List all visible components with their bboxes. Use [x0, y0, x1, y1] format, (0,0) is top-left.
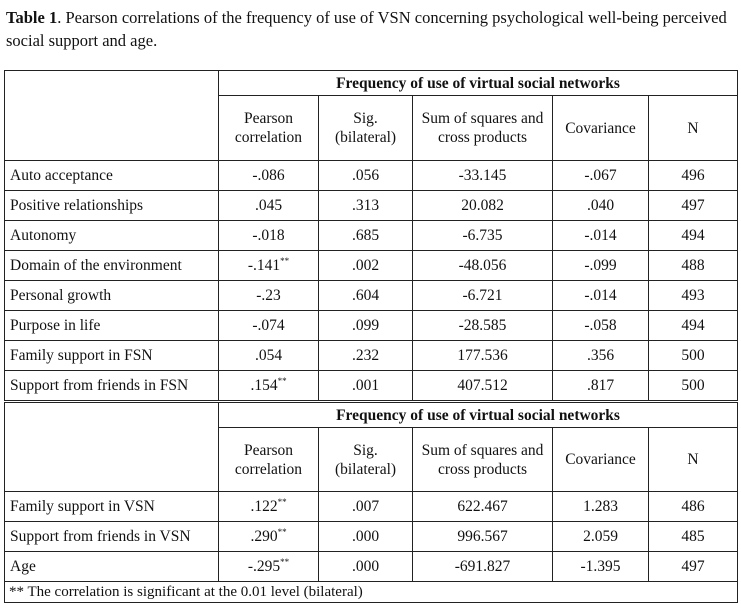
- row-label-text: Domain of the environment: [10, 257, 182, 274]
- cell-pearson-text: .290: [250, 528, 278, 545]
- row-label: [5, 371, 219, 402]
- cell-sig-text: .001: [351, 377, 380, 394]
- cell-sig-text: .000: [351, 558, 380, 575]
- cell-covariance-text: -.014: [584, 287, 617, 304]
- section2-rows: [5, 492, 738, 582]
- cell-pearson-text: .154: [250, 377, 278, 394]
- row-label-text: Support from friends in FSN: [10, 377, 189, 394]
- cell-pearson-text: .054: [254, 347, 283, 364]
- cell-ssp: [413, 371, 553, 402]
- cell-n: [649, 161, 738, 191]
- cell-pearson-text: -.018: [252, 227, 285, 244]
- cell-sig: [319, 251, 413, 281]
- cell-pearson: [219, 371, 319, 402]
- row-label: [5, 341, 219, 371]
- cell-sig: [319, 311, 413, 341]
- row-label: [5, 251, 219, 281]
- col-header-pearson: Pearson correlation: [219, 428, 319, 492]
- cell-ssp-text: 407.512: [457, 377, 508, 394]
- footnote: ** The correlation is significant at the 0.01 level (bilateral): [5, 582, 738, 603]
- cell-sig: [319, 552, 413, 582]
- table-row: [5, 191, 738, 221]
- row-label: [5, 191, 219, 221]
- cell-ssp: [413, 552, 553, 582]
- cell-pearson-text: -.295: [247, 558, 281, 575]
- row-label-text: Auto acceptance: [10, 167, 113, 184]
- cell-covariance-text: .356: [586, 347, 615, 364]
- table-row: [5, 281, 738, 311]
- significance-marker: **: [280, 557, 290, 567]
- cell-pearson-text: .045: [254, 197, 283, 214]
- cell-ssp-text: -28.585: [458, 317, 507, 334]
- significance-marker: **: [277, 376, 287, 386]
- row-label: [5, 221, 219, 251]
- cell-pearson-text: .122: [250, 498, 278, 515]
- cell-pearson: [219, 161, 319, 191]
- cell-pearson-text: -.086: [252, 167, 285, 184]
- cell-ssp-text: 622.467: [457, 498, 508, 515]
- cell-covariance-text: -1.395: [580, 558, 621, 575]
- table-row: [5, 341, 738, 371]
- cell-n: [649, 371, 738, 402]
- cell-pearson: [219, 281, 319, 311]
- cell-n: [649, 552, 738, 582]
- cell-covariance: [553, 492, 649, 522]
- cell-ssp: [413, 492, 553, 522]
- cell-pearson: [219, 191, 319, 221]
- cell-ssp: [413, 341, 553, 371]
- cell-covariance: [553, 161, 649, 191]
- cell-n-text: 494: [681, 227, 705, 244]
- cell-covariance: [553, 371, 649, 402]
- group-header: Frequency of use of virtual social networks: [219, 402, 738, 428]
- row-label: [5, 492, 219, 522]
- col-header-n: N: [649, 96, 738, 161]
- cell-pearson: [219, 311, 319, 341]
- table-row: [5, 311, 738, 341]
- cell-n: [649, 492, 738, 522]
- cell-sig: [319, 492, 413, 522]
- cell-covariance: [553, 522, 649, 552]
- cell-covariance: [553, 191, 649, 221]
- cell-sig: [319, 161, 413, 191]
- cell-ssp-text: -691.827: [454, 558, 511, 575]
- cell-pearson: [219, 522, 319, 552]
- row-label-text: Support from friends in VSN: [10, 528, 191, 545]
- row-label: [5, 311, 219, 341]
- table-row: [5, 161, 738, 191]
- cell-n-text: 496: [681, 167, 705, 184]
- table-row: [5, 522, 738, 552]
- col-header-sig: Sig. (bilateral): [319, 96, 413, 161]
- cell-sig-text: .604: [351, 287, 380, 304]
- cell-ssp: [413, 221, 553, 251]
- cell-n: [649, 251, 738, 281]
- col-header-covariance: Covariance: [553, 96, 649, 161]
- cell-ssp-text: -6.735: [462, 227, 503, 244]
- cell-sig-text: .232: [351, 347, 380, 364]
- cell-ssp-text: 20.082: [461, 197, 504, 214]
- cell-ssp: [413, 161, 553, 191]
- cell-ssp: [413, 311, 553, 341]
- cell-sig-text: .007: [351, 498, 380, 515]
- cell-n-text: 488: [681, 257, 705, 274]
- significance-marker: **: [280, 256, 290, 266]
- table-row: [5, 221, 738, 251]
- cell-covariance: [553, 552, 649, 582]
- significance-marker: **: [277, 497, 287, 507]
- cell-n-text: 493: [681, 287, 705, 304]
- cell-pearson: [219, 341, 319, 371]
- cell-n-text: 485: [681, 528, 705, 545]
- cell-sig-text: .685: [351, 227, 380, 244]
- cell-covariance-text: .040: [586, 197, 615, 214]
- cell-pearson: [219, 221, 319, 251]
- cell-covariance-text: 1.283: [583, 498, 618, 515]
- cell-n-text: 494: [681, 317, 705, 334]
- row-label-text: Positive relationships: [10, 197, 144, 214]
- table-row: [5, 552, 738, 582]
- cell-sig-text: .000: [351, 528, 380, 545]
- cell-n-text: 497: [681, 558, 705, 575]
- cell-n-text: 500: [681, 347, 705, 364]
- cell-ssp: [413, 191, 553, 221]
- row-label-text: Family support in FSN: [10, 347, 153, 364]
- cell-covariance-text: -.067: [584, 167, 617, 184]
- row-label: [5, 281, 219, 311]
- cell-covariance-text: -.014: [584, 227, 617, 244]
- table-caption: [6, 6, 738, 52]
- correlation-table: [4, 70, 738, 603]
- cell-n-text: 497: [681, 197, 705, 214]
- cell-n: [649, 281, 738, 311]
- cell-n: [649, 522, 738, 552]
- cell-n: [649, 341, 738, 371]
- cell-covariance: [553, 251, 649, 281]
- row-label-text: Personal growth: [10, 287, 112, 304]
- section1-rows: [5, 161, 738, 402]
- col-header-pearson: Pearson correlation: [219, 96, 319, 161]
- cell-sig-text: .099: [351, 317, 380, 334]
- caption-text: . Pearson correlations of the frequency of use of VSN concerning psychological well-being perceived social support and age.: [6, 8, 727, 50]
- cell-pearson-text: -.074: [252, 317, 285, 334]
- cell-ssp-text: -6.721: [462, 287, 503, 304]
- row-label-text: Age: [10, 558, 36, 575]
- cell-covariance-text: 2.059: [583, 528, 618, 545]
- cell-pearson: [219, 552, 319, 582]
- cell-sig: [319, 281, 413, 311]
- cell-sig-text: .002: [351, 257, 380, 274]
- cell-pearson-text: -.141: [247, 257, 281, 274]
- cell-covariance: [553, 221, 649, 251]
- cell-sig: [319, 522, 413, 552]
- row-label-text: Family support in VSN: [10, 498, 155, 515]
- corner-cell: [5, 71, 219, 161]
- col-header-sig: Sig. (bilateral): [319, 428, 413, 492]
- row-label: [5, 522, 219, 552]
- cell-covariance-text: .817: [586, 377, 615, 394]
- corner-cell: [5, 402, 219, 492]
- row-label-text: Purpose in life: [10, 317, 101, 334]
- col-header-covariance: Covariance: [553, 428, 649, 492]
- table-label: Table 1: [6, 8, 58, 27]
- cell-n: [649, 311, 738, 341]
- cell-covariance: [553, 311, 649, 341]
- row-label: [5, 161, 219, 191]
- cell-pearson: [219, 492, 319, 522]
- cell-n: [649, 191, 738, 221]
- cell-sig: [319, 191, 413, 221]
- cell-ssp-text: -33.145: [458, 167, 507, 184]
- cell-ssp-text: -48.056: [458, 257, 507, 274]
- cell-sig-text: .056: [351, 167, 380, 184]
- cell-sig: [319, 221, 413, 251]
- cell-ssp-text: 996.567: [457, 528, 508, 545]
- row-label: [5, 552, 219, 582]
- cell-n-text: 500: [681, 377, 705, 394]
- cell-ssp: [413, 251, 553, 281]
- cell-covariance-text: -.099: [584, 257, 617, 274]
- col-header-ssp: Sum of squares and cross products: [413, 428, 553, 492]
- cell-covariance: [553, 281, 649, 311]
- cell-sig: [319, 371, 413, 402]
- cell-pearson: [219, 251, 319, 281]
- cell-sig-text: .313: [351, 197, 380, 214]
- table-row: [5, 251, 738, 281]
- table-row: [5, 371, 738, 402]
- cell-n-text: 486: [681, 498, 705, 515]
- cell-pearson-text: -.23: [256, 287, 281, 304]
- significance-marker: **: [277, 527, 287, 537]
- cell-sig: [319, 341, 413, 371]
- cell-ssp: [413, 522, 553, 552]
- col-header-n: N: [649, 428, 738, 492]
- cell-covariance: [553, 341, 649, 371]
- row-label-text: Autonomy: [10, 227, 77, 244]
- cell-covariance-text: -.058: [584, 317, 617, 334]
- group-header: Frequency of use of virtual social networks: [219, 71, 738, 96]
- table-row: [5, 492, 738, 522]
- cell-ssp-text: 177.536: [457, 347, 508, 364]
- col-header-ssp: Sum of squares and cross products: [413, 96, 553, 161]
- cell-ssp: [413, 281, 553, 311]
- cell-n: [649, 221, 738, 251]
